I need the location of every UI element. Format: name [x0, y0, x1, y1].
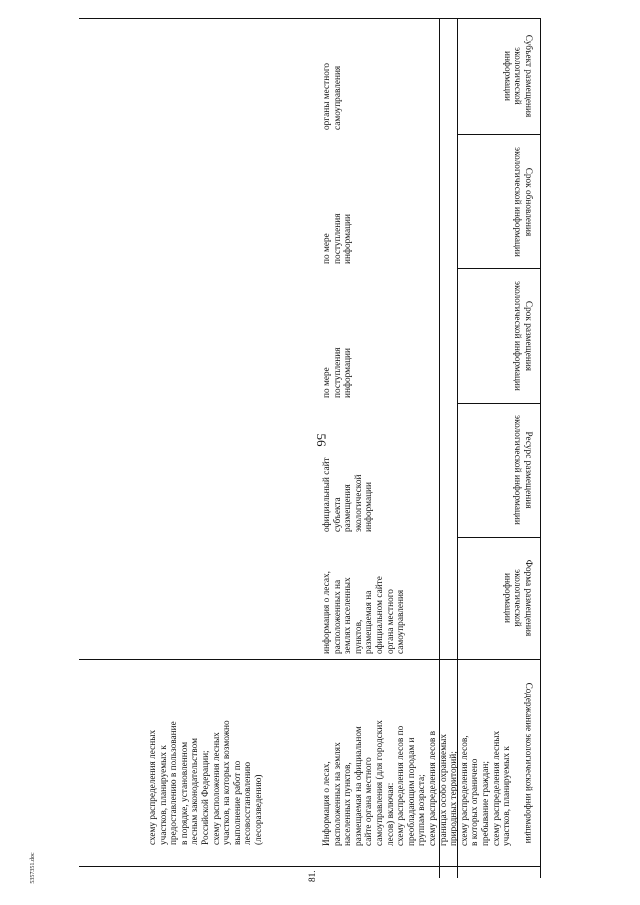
row1-number: 81. — [308, 870, 318, 882]
row1-content: Информация о лесах, расположенных на землях населенных пунктов, размещаемая на официальном сайте органа местного самоуправления (для городских лесов) включая: схему распределения лесов по преобладающим породам и группам возраста; схему распределения лесов в границах особо охраняемых природных территорий; схему распределения лесов, в которых ограничено пребывание граждан; схему распределения лесных участков, планируемых к — [322, 720, 513, 846]
header-update-term: Срок обновления экологической информации — [512, 147, 533, 257]
header-placement-term: Срок размещения экологической информации — [512, 281, 533, 391]
header-content: Содержание экологической информации — [523, 682, 533, 844]
page-number: 56 — [314, 433, 329, 447]
row1-update-term: по мере поступления информации — [322, 213, 354, 264]
header-subject: Субъект размещения экологической информации — [501, 34, 533, 118]
header-form: Форма размещения экологической информации — [501, 559, 533, 637]
row1-subject: органы местного самоуправления — [322, 62, 343, 130]
header-resource: Ресурс размещения экологической информации — [512, 415, 533, 525]
footer-doc-code: 5357351.doc — [30, 852, 36, 884]
row1-resource: официальный сайт субъекта размещения экологической информации — [322, 457, 375, 532]
row1-placement-term: по мере поступления информации — [322, 347, 354, 398]
row1-form: информация о лесах, расположенных на землях населенных пунктов, размещаемая на официальном сайте органа местного самоуправления — [322, 571, 407, 654]
row0-content: схему распределения лесных участков, планируемых к предоставлению в пользование в порядке, установленном лесным законодательством Российской Федерации; схему расположения лесных участков, на которых возможно выполнение работ по лесовосстановлению (лесоразведению) — [148, 720, 264, 845]
